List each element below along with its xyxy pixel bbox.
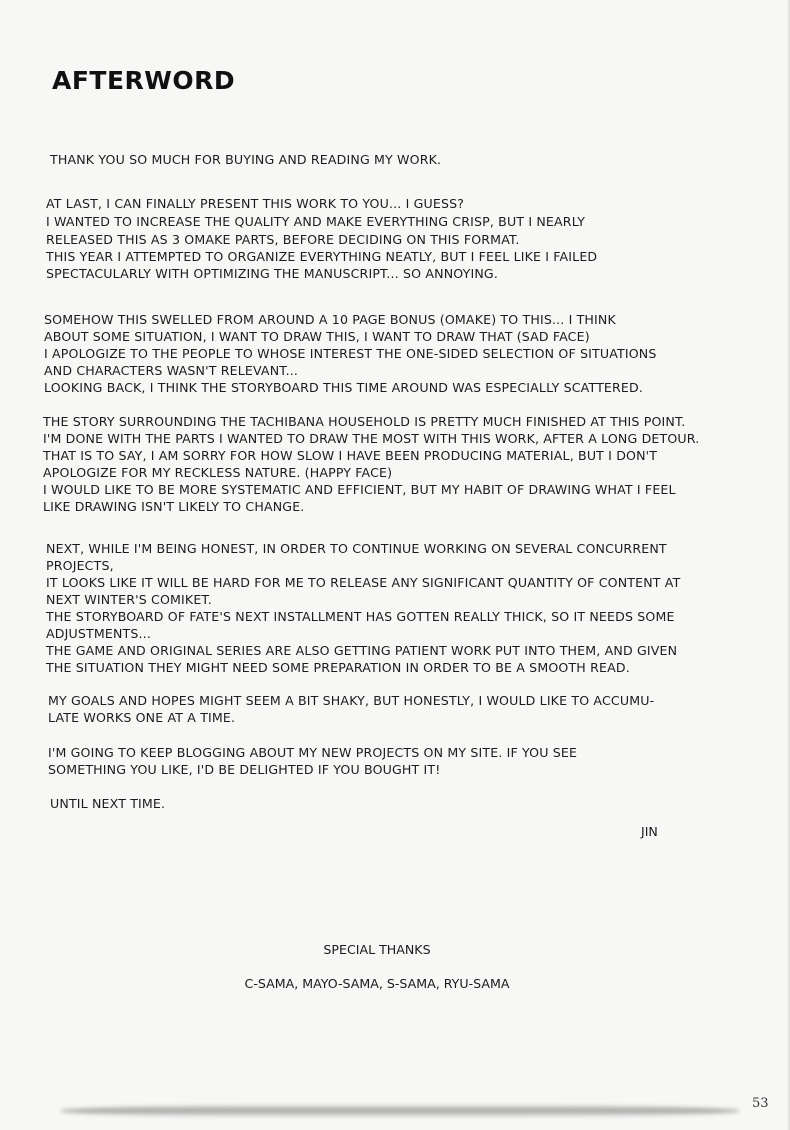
- text-line: I WOULD LIKE TO BE MORE SYSTEMATIC AND EFFICIENT, BUT MY HABIT OF DRAWING WHAT I FEEL: [43, 482, 676, 497]
- text-line: ABOUT SOME SITUATION, I WANT TO DRAW THIS, I WANT TO DRAW THAT (SAD FACE): [44, 329, 590, 344]
- text-line: LOOKING BACK, I THINK THE STORYBOARD THIS TIME AROUND WAS ESPECIALLY SCATTERED.: [44, 380, 644, 395]
- text-line: I'M DONE WITH THE PARTS I WANTED TO DRAW THE MOST WITH THIS WORK, AFTER A LONG DETOUR.: [43, 431, 700, 446]
- text-line: THANK YOU SO MUCH FOR BUYING AND READING MY WORK.: [50, 152, 442, 167]
- author-signature: JIN: [641, 824, 658, 839]
- text-line: UNTIL NEXT TIME.: [50, 796, 166, 811]
- text-line: THE GAME AND ORIGINAL SERIES ARE ALSO GETTING PATIENT WORK PUT INTO THEM, AND GIVEN: [46, 643, 678, 658]
- text-line: IT LOOKS LIKE IT WILL BE HARD FOR ME TO RELEASE ANY SIGNIFICANT QUANTITY OF CONTENT AT: [46, 575, 681, 590]
- text-line: RELEASED THIS AS 3 OMAKE PARTS, BEFORE DECIDING ON THIS FORMAT.: [46, 232, 520, 247]
- text-line: THAT IS TO SAY, I AM SORRY FOR HOW SLOW I HAVE BEEN PRODUCING MATERIAL, BUT I DON'T: [43, 448, 658, 463]
- page-bottom-shadow: [60, 1104, 740, 1118]
- text-line: AND CHARACTERS WASN'T RELEVANT...: [44, 363, 299, 378]
- text-line: I'M GOING TO KEEP BLOGGING ABOUT MY NEW PROJECTS ON MY SITE. IF YOU SEE: [48, 745, 578, 760]
- text-line: SOMEHOW THIS SWELLED FROM AROUND A 10 PAGE BONUS (OMAKE) TO THIS... I THINK: [44, 312, 616, 327]
- text-line: THE STORY SURROUNDING THE TACHIBANA HOUSEHOLD IS PRETTY MUCH FINISHED AT THIS POINT.: [43, 414, 686, 429]
- page-title: AFTERWORD: [52, 66, 236, 95]
- text-line: NEXT, WHILE I'M BEING HONEST, IN ORDER TO CONTINUE WORKING ON SEVERAL CONCURRENT: [46, 541, 667, 556]
- page-number: 53: [752, 1096, 769, 1111]
- text-line: AT LAST, I CAN FINALLY PRESENT THIS WORK TO YOU... I GUESS?: [46, 196, 465, 211]
- text-line: THE STORYBOARD OF FATE'S NEXT INSTALLMENT HAS GOTTEN REALLY THICK, SO IT NEEDS SOME: [46, 609, 675, 624]
- text-line: SPECTACULARLY WITH OPTIMIZING THE MANUSCRIPT... SO ANNOYING.: [46, 266, 498, 281]
- text-line: ADJUSTMENTS...: [46, 626, 151, 641]
- text-line: MY GOALS AND HOPES MIGHT SEEM A BIT SHAKY, BUT HONESTLY, I WOULD LIKE TO ACCUMU-: [48, 693, 655, 708]
- text-line: NEXT WINTER'S COMIKET.: [46, 592, 212, 607]
- special-thanks-heading: SPECIAL THANKS: [323, 942, 431, 957]
- text-line: PROJECTS,: [46, 558, 114, 573]
- text-line: LIKE DRAWING ISN'T LIKELY TO CHANGE.: [43, 499, 305, 514]
- special-thanks-names: C-SAMA, MAYO-SAMA, S-SAMA, RYU-SAMA: [244, 976, 510, 991]
- text-line: APOLOGIZE FOR MY RECKLESS NATURE. (HAPPY FACE): [43, 465, 393, 480]
- text-line: SOMETHING YOU LIKE, I'D BE DELIGHTED IF YOU BOUGHT IT!: [48, 762, 441, 777]
- text-line: I APOLOGIZE TO THE PEOPLE TO WHOSE INTEREST THE ONE-SIDED SELECTION OF SITUATIONS: [44, 346, 657, 361]
- text-line: LATE WORKS ONE AT A TIME.: [48, 710, 236, 725]
- text-line: THE SITUATION THEY MIGHT NEED SOME PREPARATION IN ORDER TO BE A SMOOTH READ.: [46, 660, 630, 675]
- text-line: THIS YEAR I ATTEMPTED TO ORGANIZE EVERYTHING NEATLY, BUT I FEEL LIKE I FAILED: [46, 249, 598, 264]
- text-line: I WANTED TO INCREASE THE QUALITY AND MAKE EVERYTHING CRISP, BUT I NEARLY: [46, 214, 586, 229]
